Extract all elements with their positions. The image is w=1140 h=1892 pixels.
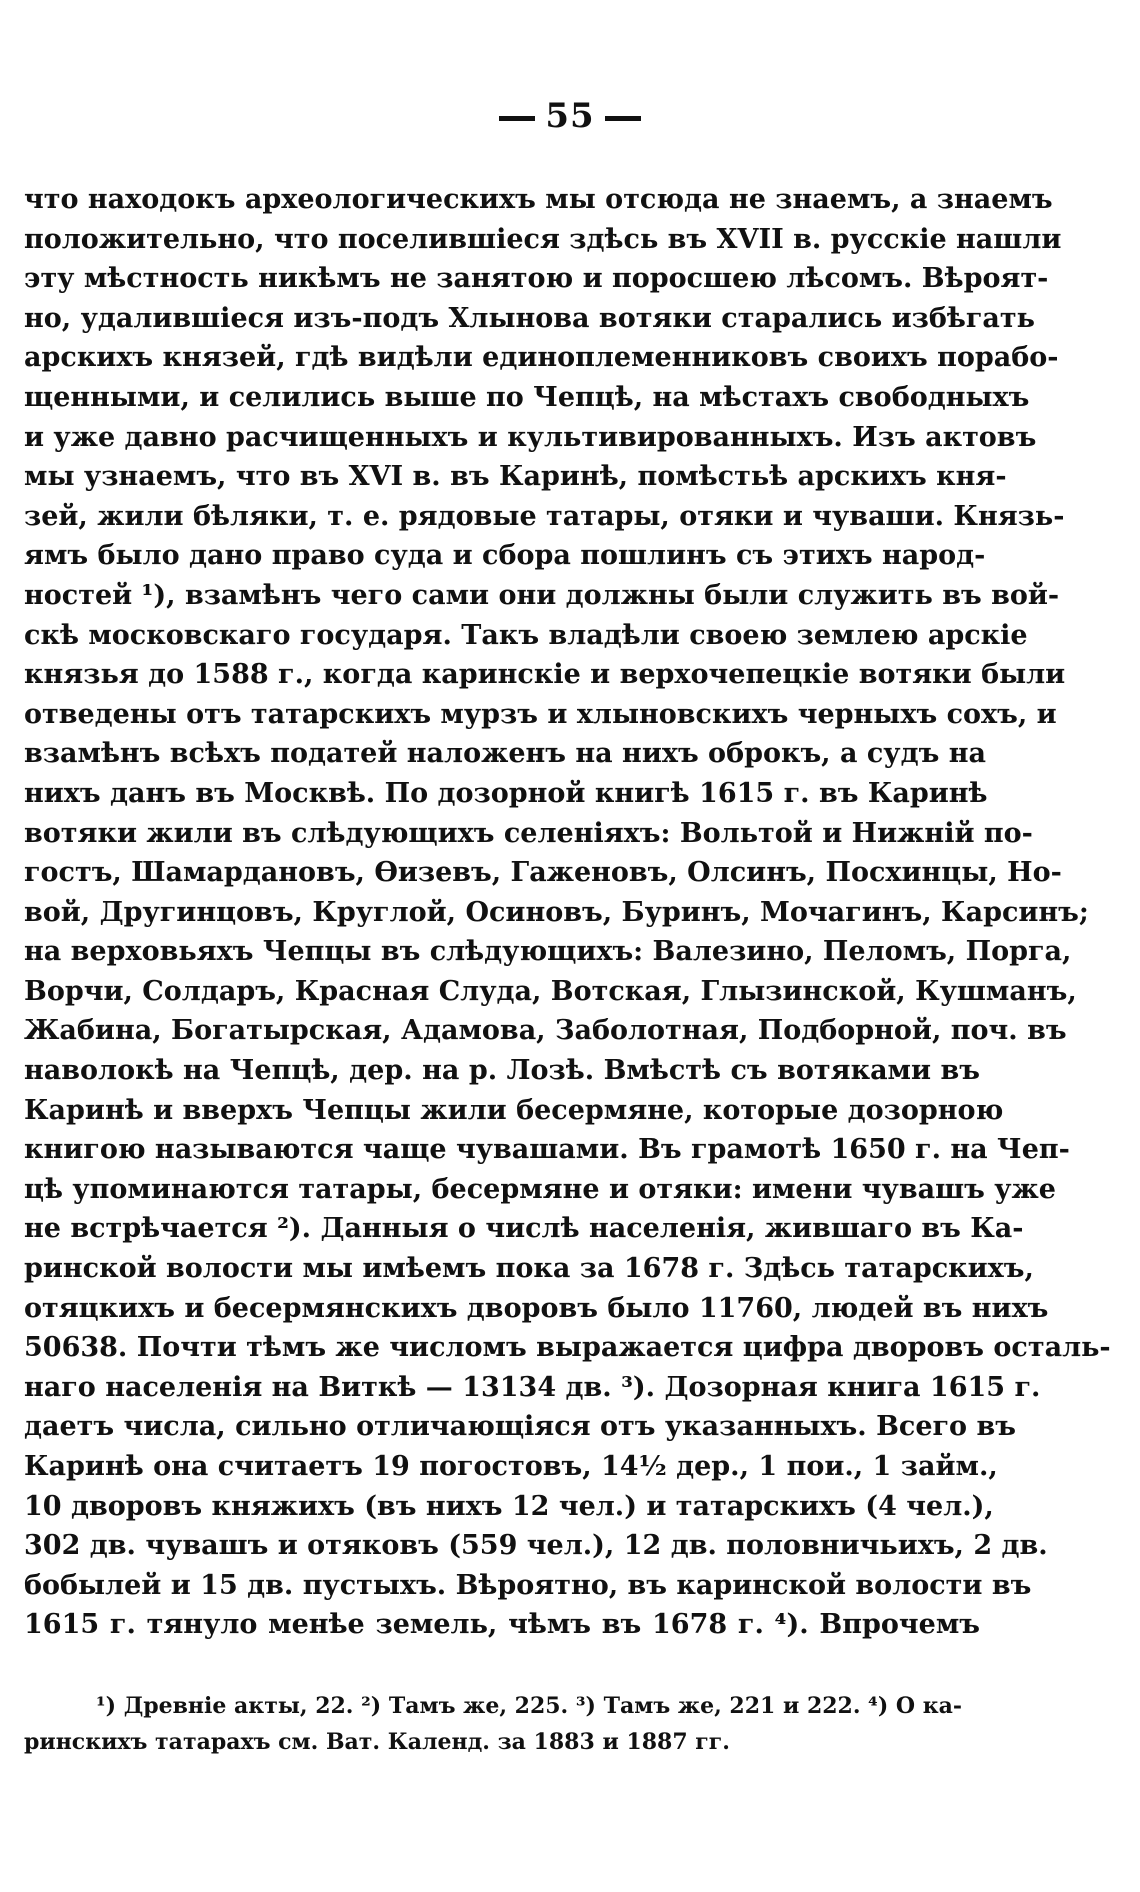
body-line: князья до 1588 г., когда каринскіе и верхочепецкіе вотяки были <box>24 659 1066 691</box>
body-line: книгою называются чаще чувашами. Въ грамотѣ 1650 г. на Чеп- <box>24 1134 1070 1166</box>
body-line: гостъ, Шамардановъ, Өизевъ, Гаженовъ, Олсинъ, Посхинцы, Но- <box>24 857 1062 889</box>
body-line: наволокѣ на Чепцѣ, дер. на р. Лозѣ. Вмѣстѣ съ вотяками въ <box>24 1055 980 1087</box>
body-line: щенными, и селились выше по Чепцѣ, на мѣстахъ свободныхъ <box>24 381 1030 413</box>
body-line: арскихъ князей, гдѣ видѣли единоплеменниковъ своихъ порабо- <box>24 342 1059 374</box>
body-line: бобылей и 15 дв. пустыхъ. Вѣроятно, въ каринской волости въ <box>24 1569 1032 1601</box>
body-line: отяцкихъ и бесермянскихъ дворовъ было 11760, людей въ нихъ <box>24 1292 1049 1324</box>
body-text <box>24 180 1111 1645</box>
body-line: на верховьяхъ Чепцы въ слѣдующихъ: Валезино, Пеломъ, Порга, <box>24 936 1072 968</box>
body-line: Ворчи, Солдаръ, Красная Слуда, Вотская, Глызинской, Кушманъ, <box>24 975 1077 1007</box>
body-line: скѣ московскаго государя. Такъ владѣли своею землею арскіе <box>24 619 1028 651</box>
body-line: наго населенія на Виткѣ — 13134 дв. ³). Дозорная книга 1615 г. <box>24 1371 1041 1403</box>
page-number-left-dash <box>499 116 535 121</box>
footnotes <box>24 1688 980 1760</box>
body-line: даетъ числа, сильно отличающіяся отъ указанныхъ. Всего въ <box>24 1411 1016 1443</box>
body-line: мы узнаемъ, что въ XVI в. въ Каринѣ, помѣстьѣ арскихъ кня- <box>24 461 1007 493</box>
body-line: ринской волости мы имѣемъ пока за 1678 г. Здѣсь татарскихъ, <box>24 1253 1034 1285</box>
footnote-line: ринскихъ татарахъ см. Ват. Календ. за 1883 и 1887 гг. <box>24 1729 730 1755</box>
page-number-right-dash <box>605 116 641 121</box>
body-line: отведены отъ татарскихъ мурзъ и хлыновскихъ черныхъ сохъ, и <box>24 698 1057 730</box>
body-line: взамѣнъ всѣхъ податей наложенъ на нихъ оброкъ, а судъ на <box>24 738 986 770</box>
body-line: цѣ упоминаются татары, бесермяне и отяки: имени чувашъ уже <box>24 1173 1056 1205</box>
body-line: не встрѣчается ²). Данныя о числѣ населенія, жившаго въ Ка- <box>24 1213 1024 1245</box>
body-line: 10 дворовъ княжихъ (въ нихъ 12 чел.) и татарскихъ (4 чел.), <box>24 1490 994 1522</box>
footnote-line: ¹) Древніе акты, 22. ²) Тамъ же, 225. ³) Тамъ же, 221 и 222. ⁴) О ка- <box>96 1693 962 1719</box>
body-line: 50638. Почти тѣмъ же числомъ выражается цифра дворовъ осталь- <box>24 1332 1111 1364</box>
page-number <box>0 96 1140 136</box>
body-line: нихъ данъ въ Москвѣ. По дозорной книгѣ 1615 г. въ Каринѣ <box>24 777 988 809</box>
body-line: ямъ было дано право суда и сбора пошлинъ съ этихъ народ- <box>24 540 986 572</box>
body-line: 1615 г. тянуло менѣе земель, чѣмъ въ 1678 г. ⁴). Впрочемъ <box>24 1609 980 1641</box>
body-line: эту мѣстность никѣмъ не занятою и поросшею лѣсомъ. Вѣроят- <box>24 263 1049 295</box>
body-line: Каринѣ и вверхъ Чепцы жили бесермяне, которые дозорною <box>24 1094 1004 1126</box>
body-line: Жабина, Богатырская, Адамова, Заболотная, Подборной, поч. въ <box>24 1015 1067 1047</box>
body-line: Каринѣ она считаетъ 19 погостовъ, 14½ дер., 1 пои., 1 займ., <box>24 1451 998 1482</box>
body-line: ностей ¹), взамѣнъ чего сами они должны были служить въ вой- <box>24 579 1060 611</box>
body-line: вой, Другинцовъ, Круглой, Осиновъ, Буринъ, Мочагинъ, Карсинъ; <box>24 896 1089 928</box>
page-number-value: 55 <box>545 96 595 136</box>
body-line: вотяки жили въ слѣдующихъ селеніяхъ: Вольтой и Нижній по- <box>24 817 1033 849</box>
body-line: и уже давно расчищенныхъ и культивированныхъ. Изъ актовъ <box>24 421 1037 453</box>
body-line: зей, жили бѣляки, т. е. рядовые татары, отяки и чуваши. Князь- <box>24 500 1065 532</box>
body-line: что находокъ археологическихъ мы отсюда не знаемъ, а знаемъ <box>24 184 1053 215</box>
body-line: положительно, что поселившіеся здѣсь въ XVII в. русскіе нашли <box>24 223 1062 255</box>
body-line: но, удалившіеся изъ-подъ Хлынова вотяки старались избѣгать <box>24 302 1035 334</box>
body-line: 302 дв. чувашъ и отяковъ (559 чел.), 12 дв. половничьихъ, 2 дв. <box>24 1530 1048 1562</box>
